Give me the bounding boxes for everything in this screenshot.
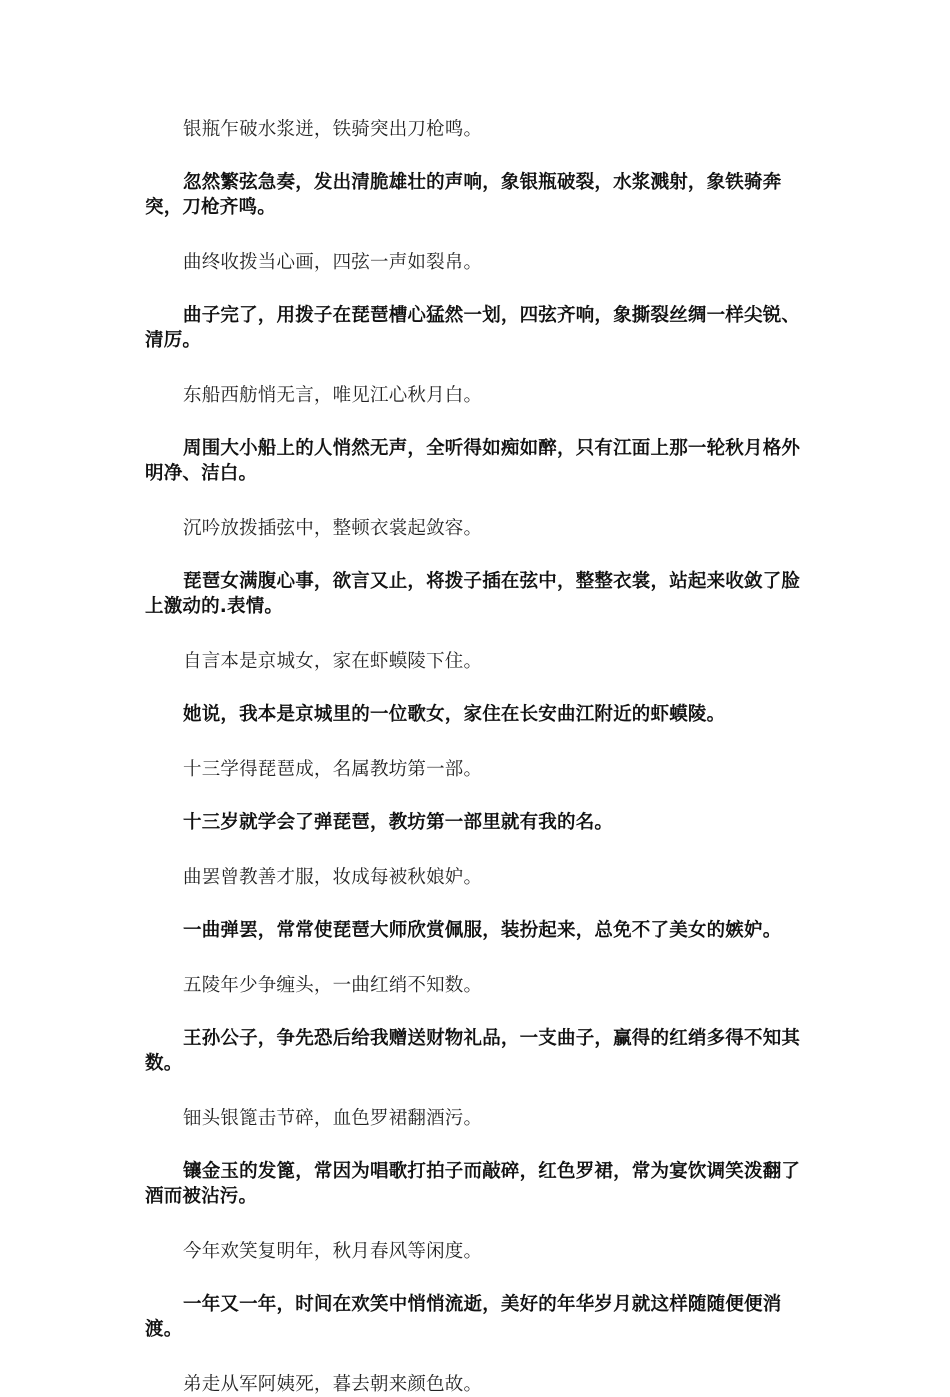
translation-paragraph: 一曲弹罢，常常使琵琶大师欣赏佩服，装扮起来，总免不了美女的嫉妒。 [183, 920, 782, 941]
poem-line: 十三学得琵琶成，名属教坊第一部。 [183, 759, 483, 780]
poem-line: 银瓶乍破水浆迸，铁骑突出刀枪鸣。 [183, 119, 483, 140]
poem-line: 曲终收拨当心画，四弦一声如裂帛。 [183, 252, 483, 273]
poem-line: 曲罢曾教善才服，妆成每被秋娘妒。 [183, 867, 483, 888]
document-body [145, 117, 813, 1397]
poem-line: 五陵年少争缠头，一曲红绡不知数。 [183, 975, 483, 996]
translation-paragraph: 王孙公子，争先恐后给我赠送财物礼品，一支曲子，赢得的红绡多得不知其数。 [145, 1028, 801, 1074]
poem-line: 弟走从军阿姨死，暮去朝来颜色故。 [183, 1374, 483, 1395]
translation-paragraph: 周围大小船上的人悄然无声，全听得如痴如醉，只有江面上那一轮秋月格外明净、洁白。 [145, 438, 801, 484]
poem-line: 沉吟放拨插弦中，整顿衣裳起敛容。 [183, 518, 483, 539]
translation-paragraph: 十三岁就学会了弹琵琶，教坊第一部里就有我的名。 [183, 812, 614, 833]
translation-paragraph: 镶金玉的发篦，常因为唱歌打拍子而敲碎，红色罗裙，常为宴饮调笑泼翻了酒而被沾污。 [145, 1161, 801, 1207]
translation-paragraph: 一年又一年，时间在欢笑中悄悄流逝，美好的年华岁月就这样随随便便消渡。 [145, 1294, 782, 1340]
translation-paragraph: 她说，我本是京城里的一位歌女，家住在长安曲江附近的虾蟆陵。 [183, 704, 726, 725]
poem-line: 自言本是京城女，家在虾蟆陵下住。 [183, 651, 483, 672]
poem-line: 东船西舫悄无言，唯见江心秋月白。 [183, 385, 483, 406]
poem-line: 今年欢笑复明年，秋月春风等闲度。 [183, 1241, 483, 1262]
translation-paragraph: 忽然繁弦急奏，发出清脆雄壮的声响，象银瓶破裂，水浆溅射，象铁骑奔突，刀枪齐鸣。 [145, 172, 782, 218]
translation-paragraph: 琵琶女满腹心事，欲言又止，将拨子插在弦中，整整衣裳，站起来收敛了脸上激动的.表情。 [145, 571, 801, 617]
poem-line: 钿头银篦击节碎，血色罗裙翻酒污。 [183, 1108, 483, 1129]
translation-paragraph: 曲子完了，用拨子在琵琶槽心猛然一划，四弦齐响，象撕裂丝绸一样尖锐、清厉。 [145, 305, 801, 351]
